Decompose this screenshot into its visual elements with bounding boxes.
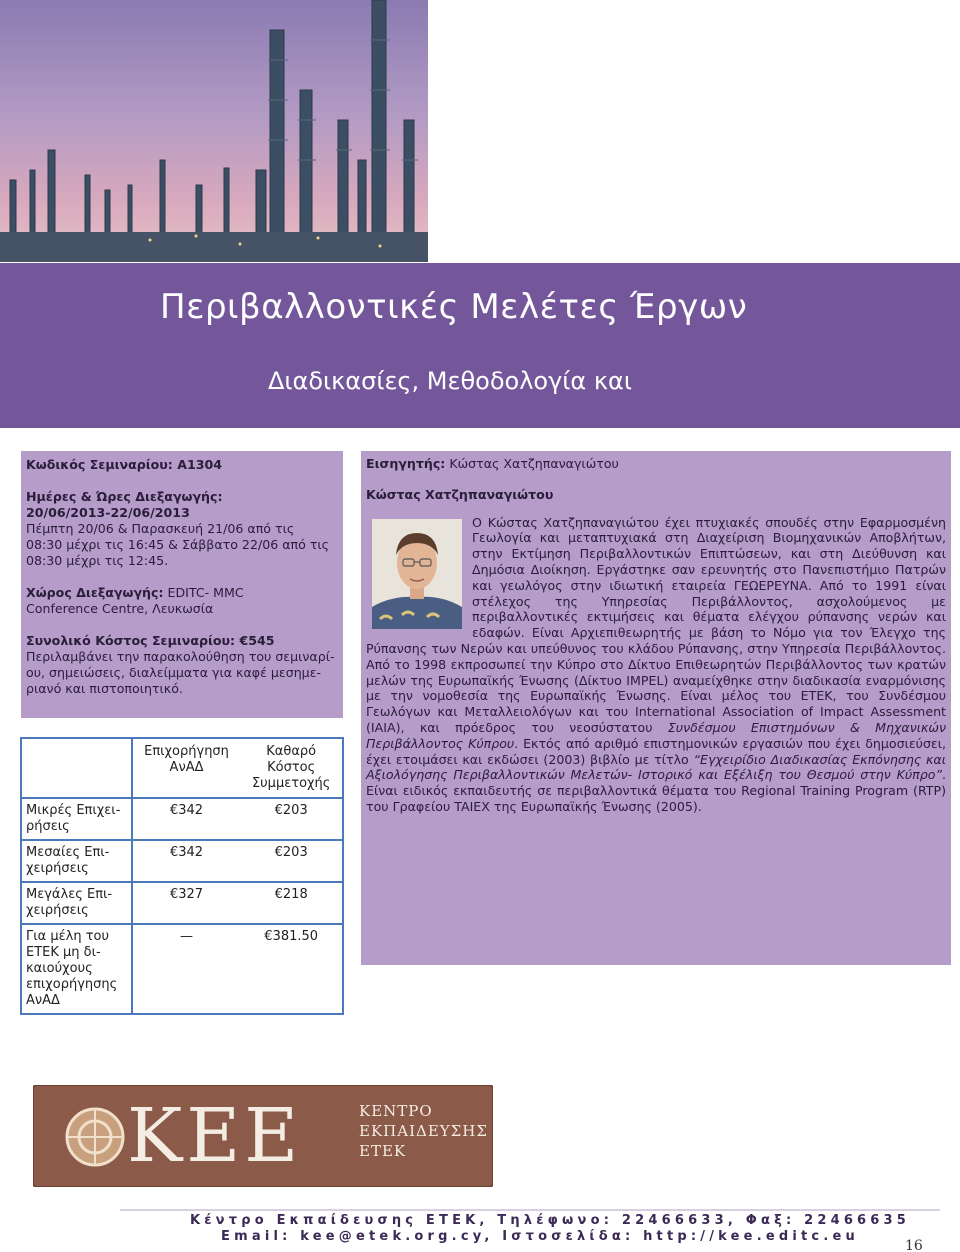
venue-line-2: Conference Centre, Λευκωσία [26,601,214,616]
fee-table [20,737,344,1015]
seminar-dates [26,489,338,569]
subsidy-header-line-1: Επιχορήγηση [144,744,229,759]
seminar-code [26,457,338,473]
fee-category-line: ρήσεις [26,819,70,834]
net-header-line-1: Καθαρό [266,744,317,759]
table-row [21,924,343,1014]
fee-category [21,798,132,840]
seminar-info-box [21,451,343,718]
fee-category [21,882,132,924]
seminar-code-value: A1304 [172,457,223,472]
fee-category [21,840,132,882]
bio-text-3: . Είναι ειδικός εκπαιδευτής σε περιβαλλοντικά θέματα του Regional Training Program (RTP) του Γραφείου TAIEX της Ευρωπαϊκής Ένωσης (2005). [366,767,946,814]
dates-line-2: 08:30 μέχρι τις 16:45 & Σάββατο 22/06 από τις [26,537,330,552]
dates-line-1: Πέμπτη 20/06 & Παρασκευή 21/06 από τις [26,521,295,536]
hero-refinery-photo [0,0,428,262]
instructor-line [366,456,946,472]
instructor-photo [372,519,462,629]
title-banner [0,263,960,428]
venue-line-1: EDITC- MMC [163,585,244,600]
kee-logo [33,1085,493,1187]
cost-line-1: Περιλαμβάνει την παρακολούθηση του σεμιναρί- [26,649,335,664]
kee-logo-text [359,1101,488,1161]
kee-logo-line-1: ΚΕΝΤΡΟ [359,1102,433,1120]
fee-category-line: χειρήσεις [26,861,89,876]
instructor-name-heading: Κώστας Χατζηπαναγιώτου [366,486,554,502]
fee-category [21,924,132,1014]
page-subtitle: Διαδικασίες, Μεθοδολογία και [268,367,632,395]
seminar-cost [26,633,338,697]
cost-label: Συνολικό Κόστος Σεμιναρίου: €545 [26,633,275,648]
dates-range: 20/06/2013-22/06/2013 [26,505,190,520]
footer-divider [120,1209,940,1211]
fee-net: €203 [240,798,343,840]
fee-category-line: ΑνΑΔ [26,993,60,1008]
fee-net: €381.50 [264,929,319,944]
instructor-label: Εισηγητής: [366,456,446,471]
fee-category-line: επιχορήγησης [26,977,118,992]
venue-label: Χώρος Διεξαγωγής: [26,585,164,600]
fee-table-header [21,738,343,798]
fee-category-line: Μεγάλες Επι- [26,887,113,902]
fee-net: €203 [240,840,343,882]
fee-subsidy: — [180,929,194,944]
dates-line-3: 08:30 μέχρι τις 12:45. [26,553,169,568]
table-row [21,798,343,840]
dates-label: Ημέρες & Ώρες Διεξαγωγής: [26,489,223,504]
bio-italic-book: “Εγχειρίδιο Διαδικασίας Εκπόνησης και Αξιολόγησης Περιβαλλοντικών Μελετών- Ιστορικό και Εξέλιξη του Θεσμού στην Κύπρο” [366,751,946,783]
subsidy-header-line-2: ΑνΑΔ [169,760,204,775]
fee-category-line: Μικρές Επιχει- [26,803,121,818]
net-header-line-2: Κόστος [267,760,316,775]
fee-header-net [240,738,343,798]
kee-logo-letters: ΚΕΕ [127,1093,303,1179]
fee-category-line: ΕΤΕΚ μη δι- [26,945,101,960]
instructor-name-inline: Κώστας Χατζηπαναγιώτου [445,456,619,471]
table-row [21,840,343,882]
kee-logo-line-3: ΕΤΕΚ [359,1142,407,1160]
fee-subsidy: €342 [132,798,241,840]
footer-line-2: Email: kee@etek.org.cy, Ιστοσελίδα: http://kee.editc.eu [221,1229,859,1244]
fee-category-line: Μεσαίες Επι- [26,845,110,860]
page-title: Περιβαλλοντικές Μελέτες Έργων [160,287,748,327]
footer-line-1: Κέντρο Εκπαίδευσης ΕΤΕΚ, Τηλέφωνο: 22466633, Φαξ: 22466635 [189,1213,911,1228]
fee-category-line: χειρήσεις [26,903,89,918]
seminar-venue [26,585,338,617]
page-number: 16 [905,1238,923,1252]
cost-line-2: ου, σημειώσεις, διαλείμματα για καφέ μεσημε- [26,665,322,680]
fee-header-subsidy [132,738,241,798]
footer-contact [0,1213,960,1245]
bio-italic-association: Συνδέσμου Επιστημόνων & Μηχανικών Περιβάλλοντος Κύπρου [366,719,946,751]
fee-net: €218 [240,882,343,924]
fee-subsidy: €327 [132,882,241,924]
bio-text-2: . Εκτός από αριθμό επιστημονικών εργασιών που έχει δημοσιεύσει, έχει ετοιμάσει και εκδώσει (2003) βιβλίο με τίτλο [366,735,946,767]
net-header-line-3: Συμμετοχής [251,776,331,791]
seminar-code-label: Κωδικός Σεμιναρίου: [26,457,173,472]
fee-subsidy: €342 [132,840,241,882]
bio-text-1: Ο Κώστας Χατζηπαναγιώτου έχει πτυχιακές σπουδές στην Εφαρμοσμένη Γεωλογία και μεταπτυχιακά στη Διαχείριση Βιομηχανικών Αποβλήτων, στην Εκτίμηση Περιβαλλοντικών Επιπτώσεων, και στη Διεύθυνση και Δημόσια Διοίκηση. Εργάστηκε σαν ερευνητής στο Πανεπιστήμιο Πατρών και γεωλόγος στην ιδιωτική εταιρεία ΓΕΩΕΡΕΥΝΑ. Από το 1991 είναι στέλεχος της Υπηρεσίας Περιβάλλοντος, ασχολούμενος με περιβαλλοντικές εκτιμήσεις και θέματα ελέγχου ρύπανσης νερών και εδαφών. Είναι Αρχιεπιθεωρητής με βάση το Νόμο για τον Έλεγχο της Ρύπανσης των Νερών και υπεύθυνος του κλάδου Ρύπανσης, στην Υπηρεσία Περιβάλλοντος. Από το 1998 εκπροσωπεί την Κύπρο στο Δίκτυο Επιθεωρητών Περιβάλλοντος των κρατών μελών της Ευρωπαϊκής Ένωσης (Δίκτυο IMPEL) αναμείχθηκε στην διαδικασία εναρμόνισης με την νομοθεσία της Ευρωπαϊκής Ένωσης. Είναι μέλος του ΕΤΕΚ, του Συνδέσμου Γεωλόγων και Μεταλλειολόγων και του International Association of Impact Assessment (IAIA), και πρόεδρος του νεοσύστατου [366,514,946,735]
fee-category-line: καιούχους [26,961,93,976]
cost-line-3: ριανό και πιστοποιητικό. [26,681,183,696]
fee-category-line: Για μέλη του [26,929,110,944]
table-row [21,882,343,924]
instructor-box [361,451,951,965]
fee-header-empty [21,738,132,798]
kee-logo-line-2: ΕΚΠΑΙΔΕΥΣΗΣ [359,1122,488,1140]
